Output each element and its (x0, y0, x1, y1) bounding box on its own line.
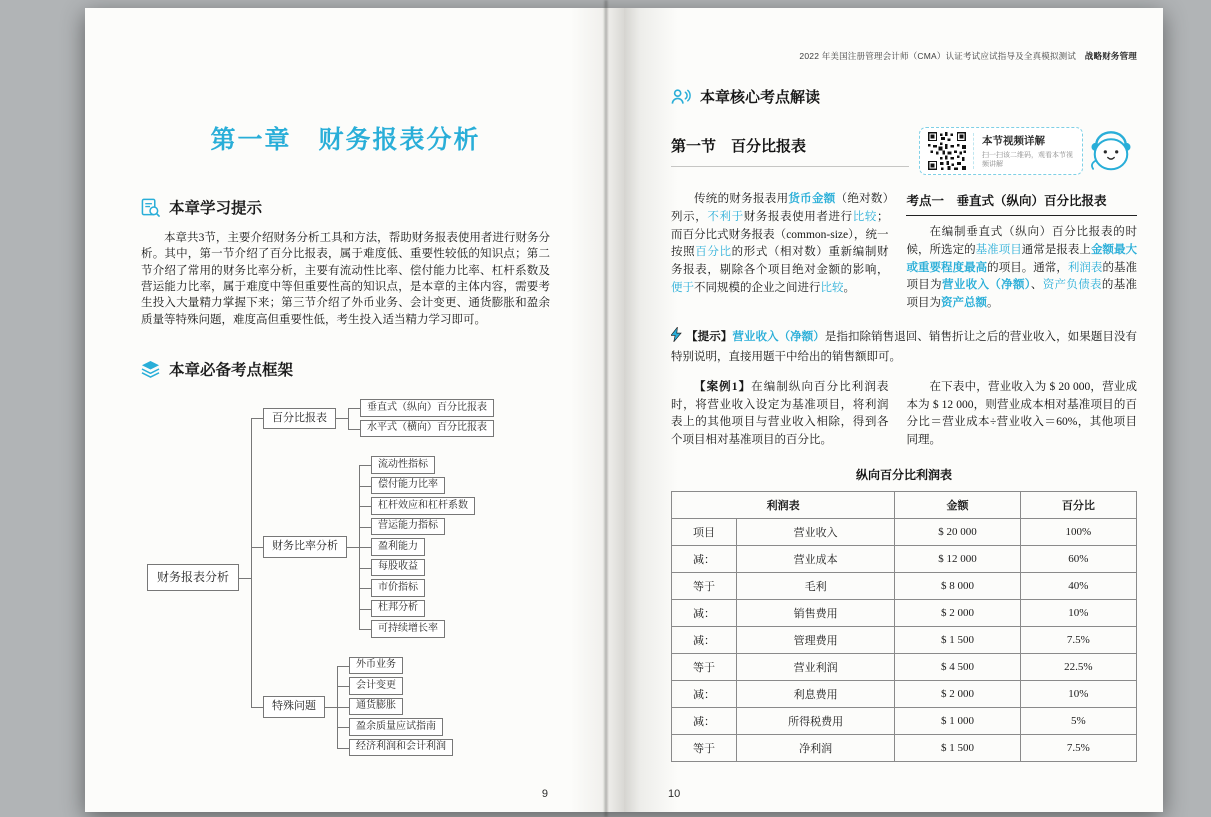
table-row (672, 734, 1137, 761)
table-body (672, 518, 1137, 761)
layers-icon (141, 360, 160, 378)
page-right (624, 8, 1163, 812)
table-cell: 7.5% (1020, 734, 1136, 761)
core-points-title: 本章核心考点解读 (700, 89, 821, 106)
tree-node: 盈余质量应试指南 (349, 718, 443, 736)
columns-row-2 (671, 379, 1137, 450)
table-cell: $ 8 000 (895, 572, 1021, 599)
book-spread (85, 8, 1163, 812)
tree-node: 百分比报表 (263, 408, 336, 430)
running-head: 2022 年美国注册管理会计师（CMA）认证考试应试指导及全真模拟测试 战略财务管理 (799, 51, 1137, 61)
table-header-cell: 百分比 (1020, 491, 1136, 518)
page-number-right: 10 (668, 788, 681, 800)
video-qr-box (919, 127, 1083, 175)
tree-node: 杠杆效应和杠杆系数 (371, 497, 475, 515)
tree-node: 财务报表分析 (147, 564, 239, 591)
tree-node: 可持续增长率 (371, 620, 445, 638)
table-intro-paragraph: 在下表中，营业收入为 $ 20 000，营业成本为 $ 12 000，则营业成本相对基准项目的百分比＝营业成本÷营业收入＝60%，其他项目同理。 (906, 380, 1137, 447)
table-header-cell: 金额 (895, 491, 1021, 518)
study-tips-title: 本章学习提示 (169, 200, 263, 217)
mascot-character (1085, 127, 1137, 175)
tree-node: 经济利润和会计利润 (349, 739, 453, 757)
speaker-person-icon (671, 88, 691, 106)
section-study-tips (141, 196, 550, 218)
table-cell: 营业收入 (737, 518, 895, 545)
columns-row-1 (671, 191, 1137, 313)
table-cell: 销售费用 (737, 599, 895, 626)
table-cell: 营业成本 (737, 545, 895, 572)
table-cell: 减： (672, 707, 737, 734)
table-cell: $ 4 500 (895, 653, 1021, 680)
table-cell: 40% (1020, 572, 1136, 599)
table-row (672, 599, 1137, 626)
video-box-title: 本节视频详解 (982, 134, 1045, 147)
tip-block (671, 327, 1137, 367)
table-header-cell: 利润表 (672, 491, 895, 518)
vertical-income-statement-table (671, 491, 1137, 762)
framework-title: 本章必备考点框架 (169, 361, 294, 379)
table-cell: 等于 (672, 734, 737, 761)
table-cell: 22.5% (1020, 653, 1136, 680)
page-left (85, 8, 624, 812)
tree-node: 盈利能力 (371, 538, 425, 556)
kaodian1-body: 在编制垂直式（纵向）百分比报表的时候，所选定的基准项目通常是报表上金额最大或重要程度最高的项目。通常，利润表的基准项目为营业收入（净额）、资产负债表的基准项目为资产总额。 (906, 226, 1138, 310)
tip-text: 【提示】营业收入（净额）是指扣除销售退回、销售折让之后的营业收入，如果题目没有特别说明，直接用题干中给出的销售额即可。 (671, 331, 1138, 363)
section1-heading-underline (671, 135, 909, 167)
table-cell: 减： (672, 680, 737, 707)
chapter-title: 第一章 财务报表分析 (210, 126, 481, 154)
table-row (672, 518, 1137, 545)
kaodian1-block (906, 191, 1137, 313)
table-cell: 10% (1020, 680, 1136, 707)
table-cell: $ 2 000 (895, 680, 1021, 707)
knowledge-framework-tree (147, 390, 550, 766)
tree-node: 外币业务 (349, 657, 403, 675)
tree-node: 财务比率分析 (263, 536, 347, 558)
table-cell: $ 20 000 (895, 518, 1021, 545)
tree-node: 市价指标 (371, 579, 425, 597)
tree-node: 营运能力指标 (371, 518, 445, 536)
table-cell: 营业利润 (737, 653, 895, 680)
tree-node: 偿付能力比率 (371, 477, 445, 495)
table-cell: 60% (1020, 545, 1136, 572)
section1-title: 第一节 百分比报表 (671, 138, 807, 155)
tip-lightning-icon (671, 327, 682, 349)
case1-paragraph: 【案例1】在编制纵向百分比利润表时，将营业收入设定为基准项目，将利润表上的其他项目与营业收入相除，得到各个项目相对基准项目的百分比。 (671, 380, 889, 447)
table-cell: 管理费用 (737, 626, 895, 653)
table-cell: 等于 (672, 572, 737, 599)
table-cell: 减： (672, 626, 737, 653)
kaodian1-title: 考点一 垂直式（纵向）百分比报表 (906, 191, 1137, 216)
tree-node: 通货膨胀 (349, 698, 403, 716)
tree-node: 水平式（横向）百分比报表 (360, 420, 494, 438)
table-cell: 减： (672, 599, 737, 626)
table-cell: 利息费用 (737, 680, 895, 707)
tree-node: 每股收益 (371, 559, 425, 577)
table-cell: 5% (1020, 707, 1136, 734)
table-cell: 10% (1020, 599, 1136, 626)
section-core-points (671, 86, 1137, 107)
section1-header-row (671, 127, 1137, 175)
table-cell: $ 1 500 (895, 734, 1021, 761)
chapter-intro-paragraph: 本章共3节，主要介绍财务分析工具和方法，帮助财务报表使用者进行财务分析。其中，第一节介绍了百分比报表，属于难度低、重要性较低的知识点；第二节介绍了常用的财务比率分析，主要有流动性比率、偿付能力比率、杠杆系数及营运能力比率，属于难度中等但重要性高的知识点，是本章的主体内容，需要考生投入大量精力掌握下来；第三节介绍了外币业务、会计变更、通货膨胀和盈余质量等特殊问题，难度高但重要性低，考生投入适当精力学习即可。 (141, 232, 550, 326)
table-row (672, 653, 1137, 680)
qr-code (928, 132, 966, 170)
tree-node: 会计变更 (349, 677, 403, 695)
book-spine (604, 0, 607, 817)
table-row (672, 572, 1137, 599)
table-cell: 减： (672, 545, 737, 572)
table-cell: 所得税费用 (737, 707, 895, 734)
table-head (672, 491, 1137, 518)
video-box-caption: 扫一扫该二维码，观看本节视频讲解 (982, 150, 1073, 168)
table-cell: 毛利 (737, 572, 895, 599)
table-row (672, 680, 1137, 707)
page-number-left: 9 (541, 788, 548, 800)
table-cell: $ 2 000 (895, 599, 1021, 626)
book-magnifier-icon (141, 198, 160, 217)
table-title: 纵向百分比利润表 (855, 467, 952, 482)
tree-node: 特殊问题 (263, 696, 325, 718)
table-row (672, 707, 1137, 734)
table-row (672, 626, 1137, 653)
table-cell: $ 1 000 (895, 707, 1021, 734)
tree-node: 杜邦分析 (371, 600, 425, 618)
table-cell: 项目 (672, 518, 737, 545)
table-cell: 7.5% (1020, 626, 1136, 653)
video-box-text (973, 133, 1074, 170)
table-cell: $ 12 000 (895, 545, 1021, 572)
intro-paragraph: 传统的财务报表用货币金额（绝对数）列示，不利于财务报表使用者进行比较；而百分比式财务报表（common-size），统一按照百分比的形式（相对数）重新编制财务报表，剔除各个项目绝对金额的影响，便于不同规模的企业之间进行比较。 (671, 193, 889, 295)
tree-node: 垂直式（纵向）百分比报表 (360, 399, 494, 417)
table-cell: 净利润 (737, 734, 895, 761)
section-framework (141, 358, 550, 380)
tree-node: 流动性指标 (371, 456, 435, 474)
table-cell: $ 1 500 (895, 626, 1021, 653)
table-cell: 等于 (672, 653, 737, 680)
table-cell: 100% (1020, 518, 1136, 545)
table-row (672, 545, 1137, 572)
